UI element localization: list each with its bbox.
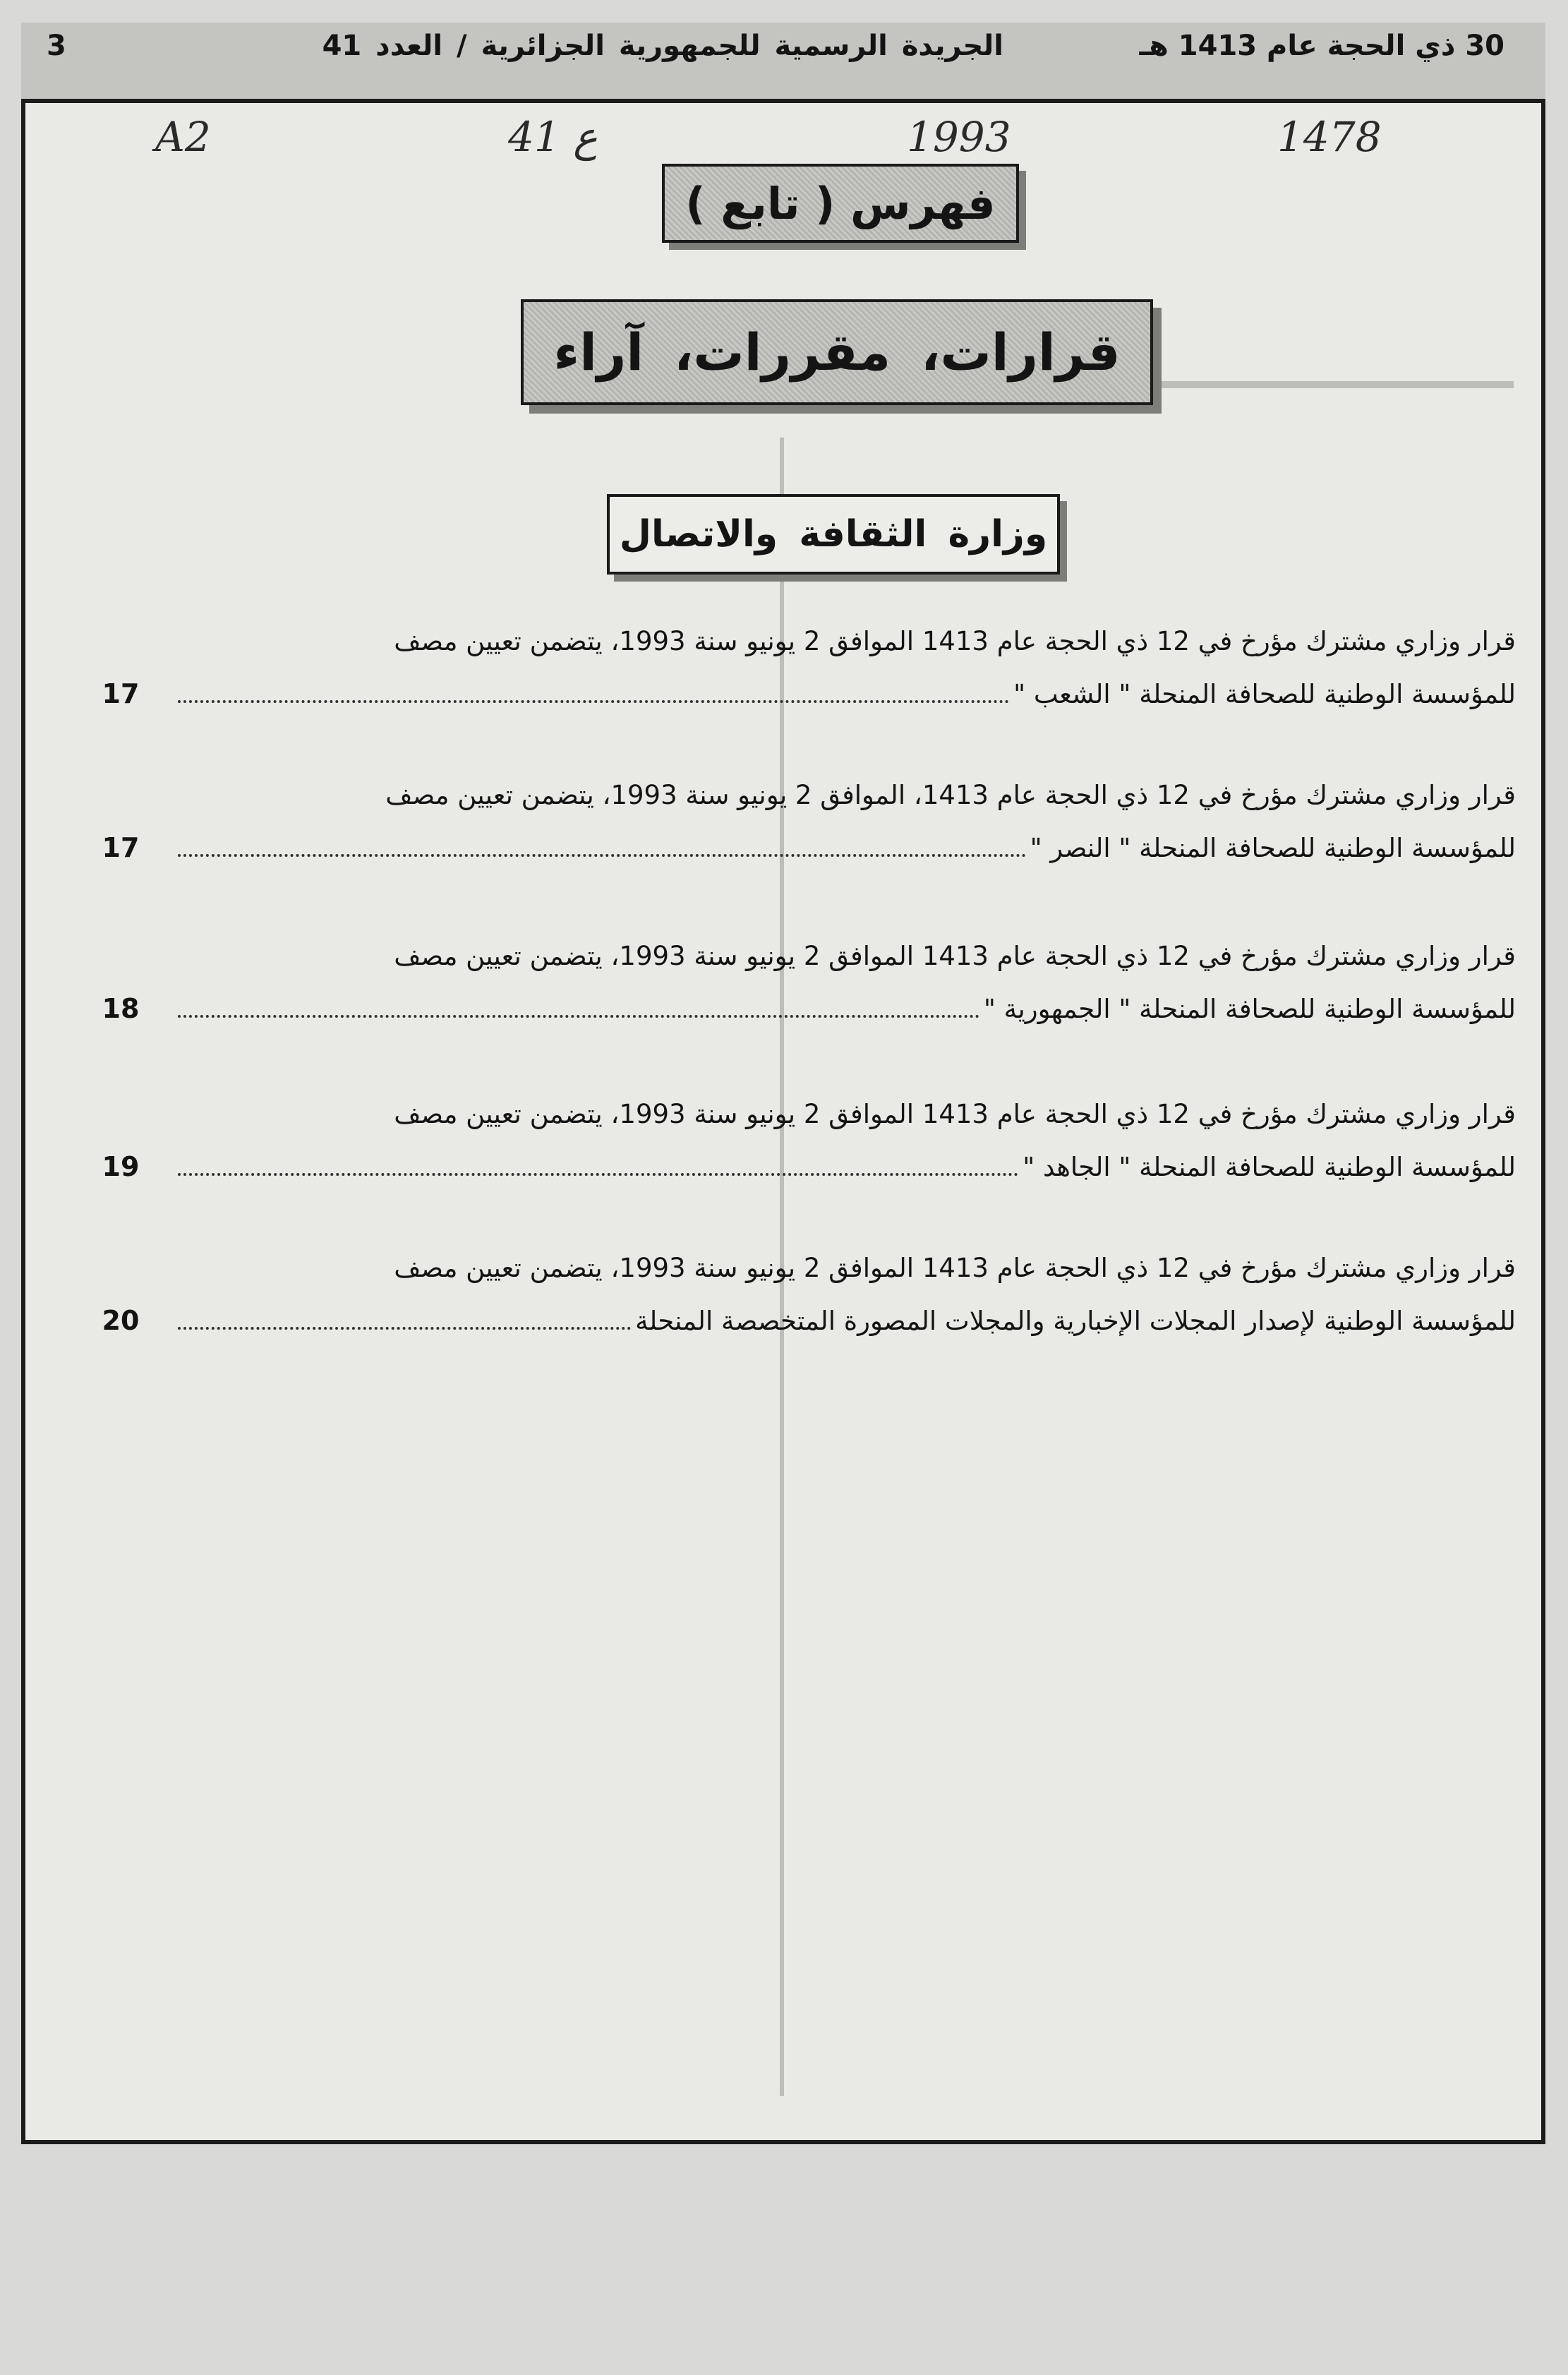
entry-text-line2-row: [68, 668, 1516, 721]
entry-text-line2-row: [68, 1141, 1516, 1193]
entry-page-number: 17: [102, 678, 140, 709]
index-entry: [68, 930, 1516, 1035]
entry-text-line2: للمؤسسة الوطنية للصحافة المنحلة " الجمهورية ": [983, 994, 1516, 1024]
section-title-box: قرارات، مقررات، آراء: [521, 299, 1153, 405]
handwritten-ref-a: A2: [155, 113, 211, 161]
entry-page-number: 17: [102, 832, 140, 863]
leader-dots: [178, 1173, 1018, 1176]
entry-text-line1: قرار وزاري مشترك مؤرخ في 12 ذي الحجة عام 1413 الموافق 2 يونيو سنة 1993، يتضمن تعيين مصف: [394, 626, 1516, 656]
ministry-heading: وزارة الثقافة والاتصال: [607, 494, 1060, 575]
header-page-number: 3: [47, 30, 66, 62]
entry-text-line1: قرار وزاري مشترك مؤرخ في 12 ذي الحجة عام 1413 الموافق 2 يونيو سنة 1993، يتضمن تعيين مصف: [394, 1099, 1516, 1129]
entry-page-number: 18: [102, 993, 140, 1024]
entry-text-line2: للمؤسسة الوطنية للصحافة المنحلة " النصر ": [1030, 833, 1516, 863]
entry-text-line1: قرار وزاري مشترك مؤرخ في 12 ذي الحجة عام 1413، الموافق 2 يونيو سنة 1993، يتضمن تعيين مصف: [385, 780, 1516, 810]
handwritten-issue: 41 ع: [508, 113, 598, 161]
entry-text-line2: للمؤسسة الوطنية للصحافة المنحلة " الجاهد ": [1023, 1152, 1516, 1182]
leader-dots: [178, 1327, 631, 1330]
index-entry: [68, 1242, 1516, 1347]
entry-text-line2: للمؤسسة الوطنية لإصدار المجلات الإخبارية والمجلات المصورة المتخصصة المنحلة: [635, 1306, 1516, 1336]
entry-text-line2-row: [68, 1294, 1516, 1347]
entry-page-number: 19: [102, 1151, 140, 1182]
entry-text-line2: للمؤسسة الوطنية للصحافة المنحلة " الشعب ": [1013, 679, 1516, 709]
index-entry: [68, 615, 1516, 721]
entry-text-line2-row: [68, 982, 1516, 1035]
index-entry: [68, 1088, 1516, 1193]
handwritten-year: 1993: [907, 113, 1011, 161]
leader-dots: [178, 854, 1026, 857]
entry-text-line1: قرار وزاري مشترك مؤرخ في 12 ذي الحجة عام 1413 الموافق 2 يونيو سنة 1993، يتضمن تعيين مصف: [394, 1253, 1516, 1283]
entry-page-number: 20: [102, 1305, 140, 1336]
entry-text-line2-row: [68, 822, 1516, 874]
index-entry: [68, 769, 1516, 874]
header-date: 30 ذي الحجة عام 1413 هـ: [1139, 30, 1504, 62]
index-continued-box: فهرس ( تابع ): [662, 164, 1019, 243]
entry-text-line1: قرار وزاري مشترك مؤرخ في 12 ذي الحجة عام 1413 الموافق 2 يونيو سنة 1993، يتضمن تعيين مصف: [394, 941, 1516, 971]
handwritten-code: 1478: [1277, 113, 1382, 161]
leader-dots: [178, 1015, 979, 1018]
header-publication: الجريدة الرسمية للجمهورية الجزائرية / العدد 41: [322, 30, 1003, 62]
leader-dots: [178, 700, 1009, 703]
